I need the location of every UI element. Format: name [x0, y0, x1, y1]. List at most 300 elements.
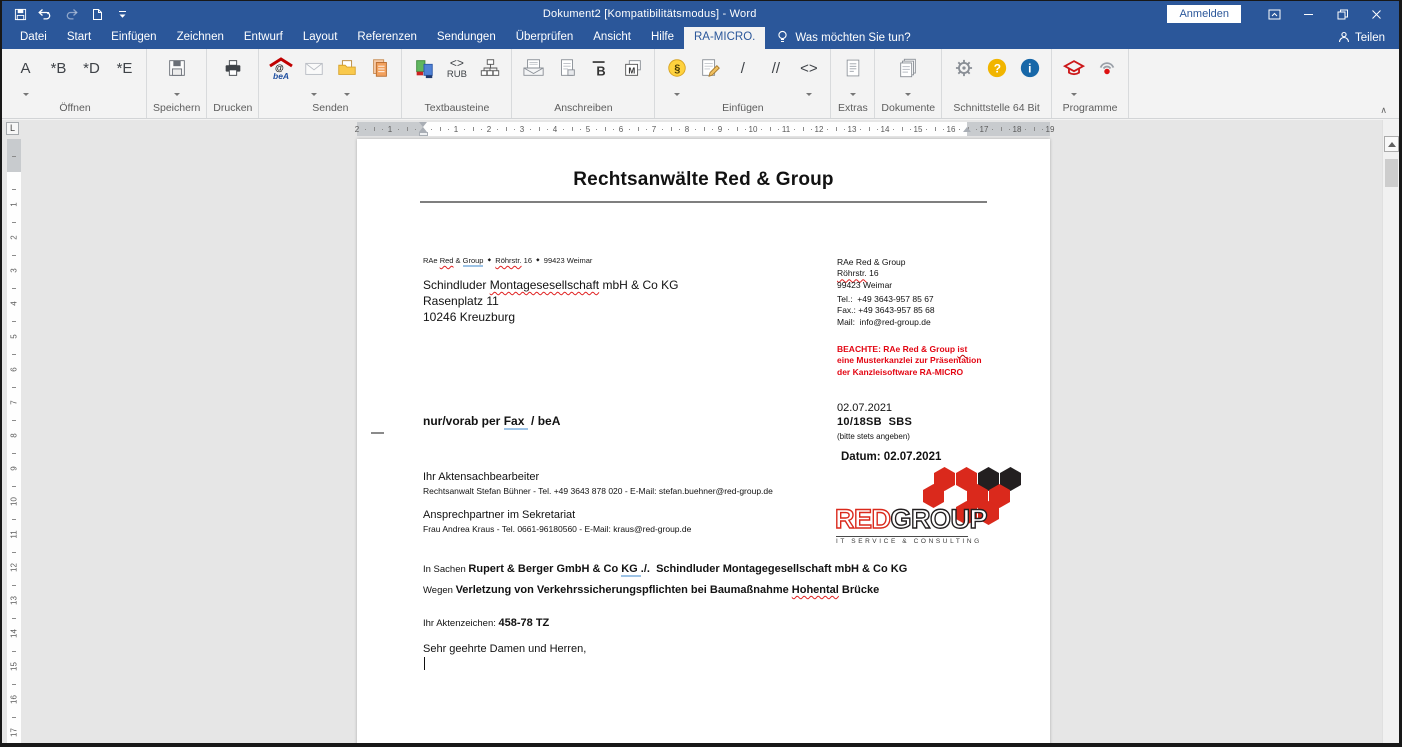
text-run: ./.	[640, 563, 654, 575]
tab-datei[interactable]: Datei	[20, 31, 47, 43]
ruler-number: 6	[9, 367, 19, 372]
restore-icon[interactable]	[1325, 3, 1359, 25]
horizontal-ruler	[354, 122, 1055, 136]
ruler-tick	[382, 129, 383, 130]
ribbon-button-org-chart[interactable]	[473, 54, 506, 102]
ribbon-group-label: Drucken	[213, 102, 253, 114]
text-run: Schindluder	[423, 278, 490, 292]
scrollbar-thumb[interactable]	[1385, 159, 1398, 187]
ribbon-button-b-letter[interactable]	[583, 54, 616, 102]
open-e-icon: *E	[116, 59, 133, 77]
ruler-number: 9	[9, 466, 19, 471]
ruler-tick	[12, 222, 16, 223]
dropdown-caret-icon[interactable]	[174, 93, 180, 99]
ruler-number: 17	[9, 728, 19, 737]
text-run: / beA	[527, 414, 561, 428]
minimize-icon[interactable]	[1291, 3, 1325, 25]
scroll-up-button[interactable]	[1384, 136, 1399, 152]
save-icon[interactable]	[12, 5, 28, 23]
text-cursor	[424, 657, 425, 670]
ruler-tick	[778, 129, 779, 130]
text-run: ◆	[487, 257, 492, 262]
open-b-icon: *B	[50, 59, 67, 77]
text-run: RAe	[423, 256, 440, 265]
ribbon-group-drucken	[207, 49, 259, 118]
ribbon-button-print[interactable]	[216, 54, 249, 102]
clerk-detail: Rechtsanwalt Stefan Bühner - Tel. +49 3643 878 020 - E-Mail: stefan.buehner@red-group.de	[423, 486, 773, 496]
double-slash-icon: //	[771, 59, 781, 77]
ruler-tick	[959, 129, 960, 130]
recording-icon	[1096, 54, 1118, 82]
text-run: 99423 Weimar	[539, 256, 593, 265]
text-run: Montagesesellschaft	[489, 278, 600, 292]
bea-send-icon	[268, 54, 294, 82]
firm-name: RAe Red & Group	[837, 257, 906, 267]
tab-einfugen[interactable]: Einfügen	[111, 31, 157, 43]
right-indent-marker[interactable]	[963, 123, 971, 132]
undo-icon[interactable]	[37, 5, 55, 23]
ruler-number: 14	[880, 124, 890, 134]
copy-documents-icon	[369, 54, 391, 82]
ruler-tick	[12, 585, 16, 586]
ruler-number: 5	[585, 124, 591, 134]
ribbon-group-label: Extras	[838, 102, 868, 114]
title-bar	[2, 1, 1399, 27]
tab-ra-micro[interactable]: RA-MICRO.	[684, 27, 765, 49]
ribbon-button-email-send[interactable]	[297, 54, 330, 102]
text-run: KG	[621, 563, 641, 575]
text-run: Verletzung von Verkehrssicherungspflichten bei Baumaßnahme	[455, 584, 792, 596]
ribbon-button-info[interactable]	[1013, 54, 1046, 102]
ruler-number: 4	[552, 124, 558, 134]
ribbon-group-label: Anschreiben	[554, 102, 613, 114]
svg-text:M: M	[628, 66, 636, 76]
tab-ansicht[interactable]: Ansicht	[593, 31, 631, 43]
ruler-number: 2	[486, 124, 492, 134]
secretary-heading: Ansprechpartner im Sekretariat	[423, 509, 576, 521]
ribbon-group-offnen	[4, 49, 147, 118]
ruler-tick	[12, 717, 16, 718]
ruler-number: 2	[354, 124, 360, 134]
reference-note: (bitte stets angeben)	[837, 432, 910, 441]
ribbon-group-label: Einfügen	[722, 102, 764, 114]
ribbon-button-open-d[interactable]	[75, 54, 108, 102]
ruler-number: 15	[9, 662, 19, 671]
ribbon-group-label: Textbausteine	[424, 102, 490, 114]
logo-group-part: GROUP	[890, 504, 988, 534]
ruler-number: 13	[9, 596, 19, 605]
ribbon-button-slash[interactable]	[726, 54, 759, 102]
ribbon-button-short-letter[interactable]	[550, 54, 583, 102]
text-run: Rupert & Berger GmbH & Co	[468, 563, 622, 575]
clerk-heading: Ihr Aktensachbearbeiter	[423, 471, 540, 483]
ribbon-button-angle-brackets[interactable]	[792, 54, 825, 102]
ruler-number: 5	[9, 334, 19, 339]
ribbon-display-options-icon[interactable]	[1257, 3, 1291, 25]
tab-entwurf[interactable]: Entwurf	[243, 31, 283, 43]
ribbon-button-dispatch-folder[interactable]	[330, 54, 363, 102]
ruler-tick	[679, 129, 680, 130]
ribbon-group-label: Öffnen	[59, 102, 91, 114]
ruler-tick	[877, 129, 878, 130]
firm-fax: Fax.: +49 3643-957 85 68	[837, 305, 935, 316]
ruler-tick	[12, 156, 16, 157]
share-label: Teilen	[1354, 32, 1385, 44]
dropdown-caret-icon[interactable]	[850, 93, 856, 99]
ruler-tick	[844, 129, 845, 130]
dropdown-caret-icon[interactable]	[905, 93, 911, 99]
ruler-tick	[481, 129, 482, 130]
ruler-tick	[910, 129, 911, 130]
ribbon-button-bea-send[interactable]	[264, 54, 297, 102]
open-a-icon: A	[20, 59, 31, 77]
dispatch-folder-icon	[336, 54, 358, 82]
subject-file-reference-line	[423, 617, 549, 629]
ruler-tick	[770, 127, 771, 131]
ruler-tick	[374, 127, 375, 131]
ruler-number: 11	[781, 124, 791, 134]
ruler-tick	[12, 486, 16, 487]
ribbon-button-open-a[interactable]	[9, 54, 42, 102]
tab-layout[interactable]: Layout	[302, 31, 338, 43]
text-run: 16	[521, 256, 537, 265]
redgroup-logo	[835, 467, 1020, 545]
ribbon-button-recording[interactable]	[1090, 54, 1123, 102]
person-icon	[1338, 31, 1350, 46]
ruler-number: 16	[9, 695, 19, 704]
recipient-street: Rasenplatz 11	[423, 294, 499, 308]
text-run: Brücke	[838, 584, 880, 596]
ruler-tick	[761, 129, 762, 130]
tab-start[interactable]: Start	[66, 31, 92, 43]
dropdown-caret-icon[interactable]	[674, 93, 680, 99]
ruler-tick	[869, 127, 870, 131]
ruler-number: 13	[847, 124, 857, 134]
subject-wegen-line	[423, 584, 879, 596]
ruler-number: 1	[453, 124, 459, 134]
ruler-tick	[547, 129, 548, 130]
ribbon-group-anschreiben	[512, 49, 655, 118]
ruler-tick	[662, 129, 663, 130]
ruler-number: 3	[519, 124, 525, 134]
ruler-tick	[671, 127, 672, 131]
ruler-number: 7	[651, 124, 657, 134]
ribbon-button-extras-doc[interactable]	[836, 54, 869, 102]
svg-text:§: §	[674, 63, 681, 76]
ribbon-tab-bar	[2, 27, 1399, 49]
ribbon-button-open-b[interactable]	[42, 54, 75, 102]
ribbon-button-save[interactable]	[160, 54, 193, 102]
ruler-tick	[926, 129, 927, 130]
ruler-tick	[1025, 129, 1026, 130]
ruler-tick	[1009, 129, 1010, 130]
ruler-number: 4	[9, 301, 19, 306]
ruler-tick	[464, 129, 465, 130]
ruler-number: 19	[1045, 124, 1055, 134]
text-run: Röhrstr.	[837, 268, 867, 279]
svg-text:i: i	[1027, 61, 1032, 76]
ruler-tick	[935, 127, 936, 131]
window-controls	[1257, 3, 1393, 25]
ruler-tick	[803, 127, 804, 131]
ruler-tick	[12, 387, 16, 388]
ruler-tick	[12, 420, 16, 421]
ruler-tick	[407, 127, 408, 131]
ruler-tick	[506, 127, 507, 131]
ruler-tick	[12, 519, 16, 520]
dropdown-caret-icon[interactable]	[311, 93, 317, 99]
ribbon-group-speichern	[147, 49, 207, 118]
letterhead-rule	[420, 201, 987, 203]
tab-referenzen[interactable]: Referenzen	[357, 31, 417, 43]
reference-file-number: 10/18SB SBS	[837, 416, 913, 428]
svg-text:beA: beA	[272, 71, 289, 80]
dropdown-caret-icon[interactable]	[23, 93, 29, 99]
ribbon-group-senden	[259, 49, 402, 118]
dropdown-caret-icon[interactable]	[1071, 93, 1077, 99]
text-run: ◆	[536, 257, 540, 262]
text-run: Red	[439, 256, 454, 265]
logo-tagline: IT SERVICE & CONSULTING	[836, 536, 968, 546]
recipient-city: 10246 Kreuzburg	[423, 310, 516, 324]
text-run: nur/vorab per	[423, 414, 504, 428]
ribbon-button-m-window[interactable]	[616, 54, 649, 102]
vertical-scrollbar	[1382, 120, 1399, 743]
ruler-number: 15	[913, 124, 923, 134]
ruler-number: 9	[717, 124, 723, 134]
firm-city: 99423 Weimar	[837, 279, 893, 290]
tab-zeichnen[interactable]: Zeichnen	[176, 31, 224, 43]
redo-icon[interactable]	[64, 5, 80, 23]
ribbon-button-envelope-letter[interactable]	[517, 54, 550, 102]
recipient-name	[423, 278, 678, 292]
ruler-tick	[398, 129, 399, 130]
ruler-tick	[12, 618, 16, 619]
document-page[interactable]	[357, 139, 1050, 743]
text-run: Röhrstr.	[495, 256, 522, 265]
text-run: Hohental	[791, 584, 839, 596]
short-letter-icon	[556, 54, 578, 82]
ruler-tick	[415, 129, 416, 130]
vertical-ruler	[7, 139, 21, 743]
ribbon-group-programme	[1052, 49, 1129, 118]
box-indent-marker[interactable]	[419, 132, 428, 136]
ruler-tick	[12, 651, 16, 652]
ruler-tick	[1034, 127, 1035, 131]
ruler-tick	[992, 129, 993, 130]
notice-line	[837, 344, 982, 355]
subject-in-sachen-line	[423, 563, 907, 575]
ruler-tick	[473, 127, 474, 131]
ruler-number: 10	[9, 497, 19, 506]
ruler-number: 12	[814, 124, 824, 134]
ruler-tick	[12, 684, 16, 685]
ruler-tick	[943, 129, 944, 130]
ruler-tick	[836, 127, 837, 131]
tab-sendungen[interactable]: Sendungen	[436, 31, 496, 43]
ribbon-group-schnittstelle-64-bit	[942, 49, 1052, 118]
ribbon-button-paragraph-symbol[interactable]	[660, 54, 693, 102]
lightbulb-icon	[777, 30, 788, 47]
ruler-tick	[12, 354, 16, 355]
ribbon-button-copy-documents[interactable]	[363, 54, 396, 102]
ruler-number: 12	[9, 563, 19, 572]
ruler-tick	[811, 129, 812, 130]
titlebar-right	[1167, 3, 1399, 25]
documents-stack-icon	[897, 54, 919, 82]
ruler-tick	[728, 129, 729, 130]
ruler-tick	[572, 127, 573, 131]
word-window	[2, 1, 1399, 743]
ruler-tick	[695, 129, 696, 130]
ruler-number: 1	[9, 202, 19, 207]
ruler-tick	[605, 127, 606, 131]
ruler-tick	[12, 321, 16, 322]
ribbon-tabs	[2, 27, 765, 49]
customize-quick-access-icon[interactable]	[114, 5, 130, 23]
ruler-tick	[514, 129, 515, 130]
org-chart-icon	[479, 54, 501, 82]
close-icon[interactable]	[1359, 3, 1393, 25]
textblock-docs-icon	[413, 54, 435, 82]
gear-icon	[953, 54, 975, 82]
ribbon-button-gear[interactable]	[947, 54, 980, 102]
salutation-line: Sehr geehrte Damen und Herren,	[423, 643, 587, 655]
extras-doc-icon	[843, 54, 863, 82]
ribbon-button-documents-stack[interactable]	[892, 54, 925, 102]
ruler-tick	[440, 127, 441, 131]
ruler-number: 16	[946, 124, 956, 134]
new-document-icon[interactable]	[89, 5, 105, 23]
text-run: der Kanzleisoftware RA-MICRO	[837, 366, 964, 377]
ribbon-group-label: Senden	[312, 102, 349, 114]
doc-edit-icon	[699, 54, 721, 82]
open-d-icon: *D	[83, 59, 100, 77]
ruler-text-area	[7, 172, 21, 743]
ruler-number: 1	[387, 124, 393, 134]
text-run: ist	[957, 344, 968, 354]
ruler-tick	[1001, 127, 1002, 131]
ruler-tick	[893, 129, 894, 130]
text-run: In Sachen	[423, 564, 469, 575]
ribbon-group-extras	[831, 49, 875, 118]
svg-text:B: B	[596, 63, 606, 79]
text-run: mbH & Co KG	[599, 278, 679, 292]
window-title: Dokument2 [Kompatibilitätsmodus] - Word	[542, 8, 757, 20]
notice-block	[837, 344, 982, 378]
hang-indent-marker[interactable]	[419, 123, 427, 132]
ruler-tick	[580, 129, 581, 130]
ribbon-group-label: Dokumente	[881, 102, 936, 114]
sign-in-button[interactable]: Anmelden	[1167, 5, 1241, 23]
slash-icon: /	[740, 59, 745, 77]
svg-text:@: @	[274, 63, 284, 73]
ruler-number: 14	[9, 629, 19, 638]
ruler-tick	[497, 129, 498, 130]
ribbon-button-rub-code[interactable]	[440, 54, 473, 102]
firm-street	[837, 268, 906, 279]
ruler-number: 3	[9, 268, 19, 273]
text-run: 458-78 TZ	[498, 617, 550, 629]
dropdown-caret-icon[interactable]	[344, 93, 350, 99]
share-button[interactable]	[1324, 27, 1399, 49]
ribbon-button-ra-micro-logo[interactable]	[1057, 54, 1090, 102]
ruler-tick	[638, 127, 639, 131]
notice-line	[837, 367, 982, 378]
tab-uberprufen[interactable]: Überprüfen	[515, 31, 574, 43]
firm-tel: Tel.: +49 3643-957 85 67	[837, 294, 934, 304]
logo-wordmark	[835, 506, 987, 533]
firm-address-block	[837, 257, 906, 291]
ruler-tick	[431, 129, 432, 130]
ribbon-button-doc-edit[interactable]	[693, 54, 726, 102]
ribbon-button-double-slash[interactable]	[759, 54, 792, 102]
save-icon	[166, 54, 188, 82]
sender-return-line	[423, 256, 592, 265]
text-run: Wegen	[423, 585, 456, 596]
b-letter-icon	[589, 54, 611, 82]
ruler-tick	[530, 129, 531, 130]
text-run: Ihr Aktenzeichen:	[423, 618, 499, 629]
ruler-tick	[737, 127, 738, 131]
document-area	[2, 120, 1399, 743]
ruler-tick	[12, 189, 16, 190]
ruler-tick	[629, 129, 630, 130]
ruler-tick	[12, 552, 16, 553]
ruler-tick	[860, 129, 861, 130]
ruler-tick	[596, 129, 597, 130]
text-run: BEACHTE: RAe Red & Group	[837, 344, 958, 354]
quick-access-toolbar	[2, 5, 132, 23]
svg-text:?: ?	[993, 61, 1001, 76]
ruler-tick	[976, 129, 977, 130]
text-run: Group	[462, 256, 484, 265]
ruler-tick	[1042, 129, 1043, 130]
ribbon-button-open-e[interactable]	[108, 54, 141, 102]
ruler-tick	[827, 129, 828, 130]
ruler-number: 2	[9, 235, 19, 240]
paragraph-symbol-icon	[666, 54, 688, 82]
tab-stop-selector[interactable]: L	[6, 122, 19, 135]
ruler-number: 17	[979, 124, 989, 134]
angle-brackets-icon: <>	[800, 59, 818, 77]
ruler-tick	[12, 453, 16, 454]
tab-hilfe[interactable]: Hilfe	[650, 31, 674, 43]
ruler-tick	[613, 129, 614, 130]
text-run: Schindluder Montagegesellschaft mbH & Co KG	[653, 563, 908, 575]
text-run: 16	[866, 268, 879, 279]
fold-mark	[371, 432, 384, 434]
collapse-ribbon-icon[interactable]: ∧	[1380, 105, 1387, 115]
ruler-number: 18	[1012, 124, 1022, 134]
tell-me-box[interactable]	[765, 27, 922, 49]
envelope-letter-icon	[522, 54, 546, 82]
ribbon-button-help[interactable]	[980, 54, 1013, 102]
ribbon-group-label: Schnittstelle 64 Bit	[953, 102, 1040, 114]
ruler-tick	[12, 255, 16, 256]
logo-red-part: RED	[835, 504, 891, 534]
ribbon-button-textblock-docs[interactable]	[407, 54, 440, 102]
ruler-number: 7	[9, 400, 19, 405]
ruler-number: 6	[618, 124, 624, 134]
dropdown-caret-icon[interactable]	[806, 93, 812, 99]
ruler-tick	[539, 127, 540, 131]
rub-code-icon: <> RUB	[446, 55, 467, 80]
ruler-tick	[704, 127, 705, 131]
letterhead-title: Rechtsanwälte Red & Group	[573, 169, 834, 190]
ruler-number: 10	[748, 124, 758, 134]
ruler-tick	[12, 288, 16, 289]
